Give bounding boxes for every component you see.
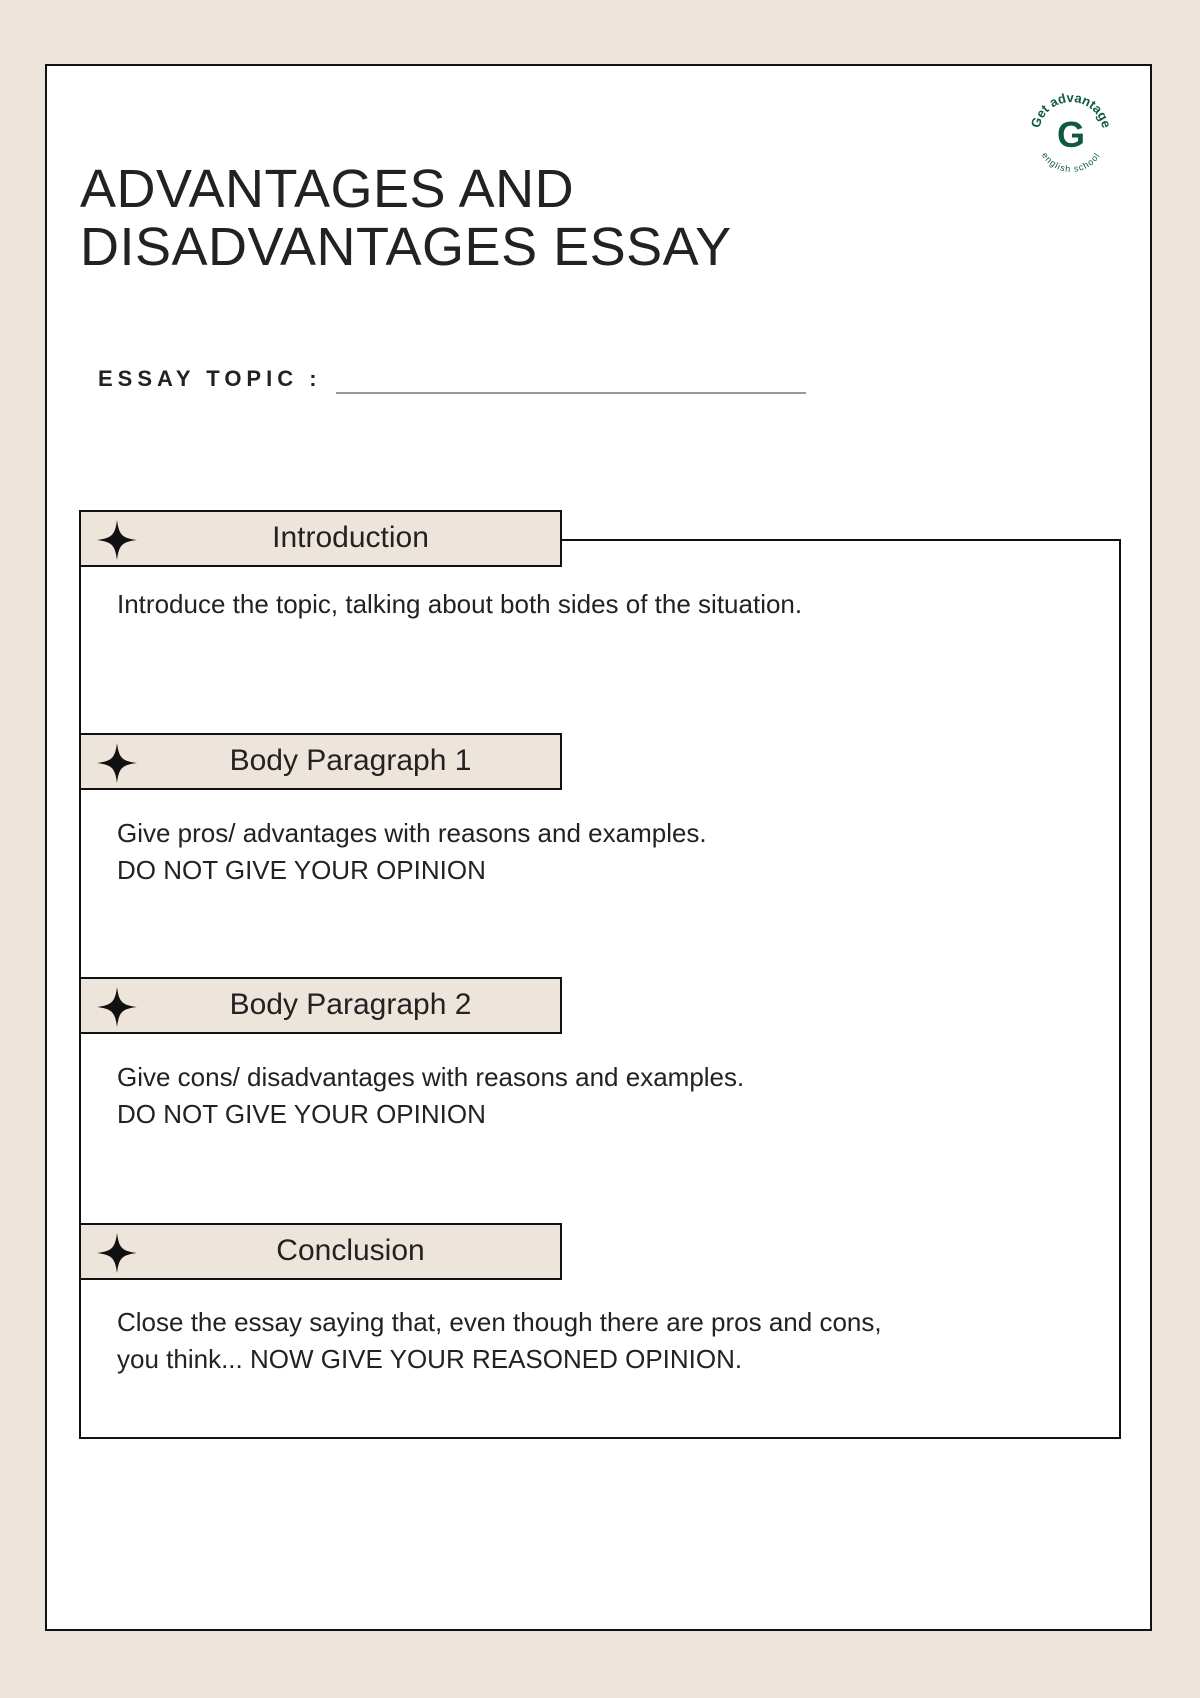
essay-topic-label: ESSAY TOPIC :: [98, 366, 322, 391]
section-header-conclusion: [79, 1223, 562, 1280]
section-heading: Body Paragraph 2: [229, 988, 472, 1021]
section-text: DO NOT GIVE YOUR OPINION: [117, 855, 486, 885]
page-title: [80, 160, 732, 276]
section-heading: Conclusion: [276, 1234, 425, 1267]
section-header-body-paragraph-2: [79, 977, 562, 1034]
section-body-body-paragraph-1: [117, 815, 707, 889]
title-line-1: ADVANTAGES AND: [80, 159, 575, 219]
section-heading: Introduction: [272, 521, 429, 554]
section-text: Give pros/ advantages with reasons and examples.: [117, 818, 707, 848]
section-text: Give cons/ disadvantages with reasons and examples.: [117, 1062, 745, 1092]
get-advantage-logo: [1023, 86, 1119, 182]
section-header-body-paragraph-1: [79, 733, 562, 790]
sparkle-icon: [95, 741, 139, 785]
sparkle-icon: [95, 1231, 139, 1275]
section-text: DO NOT GIVE YOUR OPINION: [117, 1099, 486, 1129]
logo-letter: G: [1056, 114, 1086, 155]
section-header-introduction: [79, 510, 562, 567]
section-text: Close the essay saying that, even though there are pros and cons,: [117, 1307, 882, 1337]
section-text: Introduce the topic, talking about both sides of the situation.: [117, 589, 803, 619]
sparkle-icon: [95, 518, 139, 562]
sparkle-icon: [95, 985, 139, 1029]
essay-topic-input-line[interactable]: [336, 392, 806, 394]
logo-bottom-text: english school: [1039, 150, 1103, 175]
logo-top-text: Get advantage: [1027, 89, 1115, 130]
section-body-body-paragraph-2: [117, 1059, 744, 1133]
title-line-2: DISADVANTAGES ESSAY: [80, 217, 732, 277]
section-heading: Body Paragraph 1: [229, 744, 472, 777]
section-text: you think... NOW GIVE YOUR REASONED OPINION.: [117, 1344, 743, 1374]
section-body-conclusion: [117, 1304, 882, 1378]
section-body-introduction: [117, 586, 802, 623]
